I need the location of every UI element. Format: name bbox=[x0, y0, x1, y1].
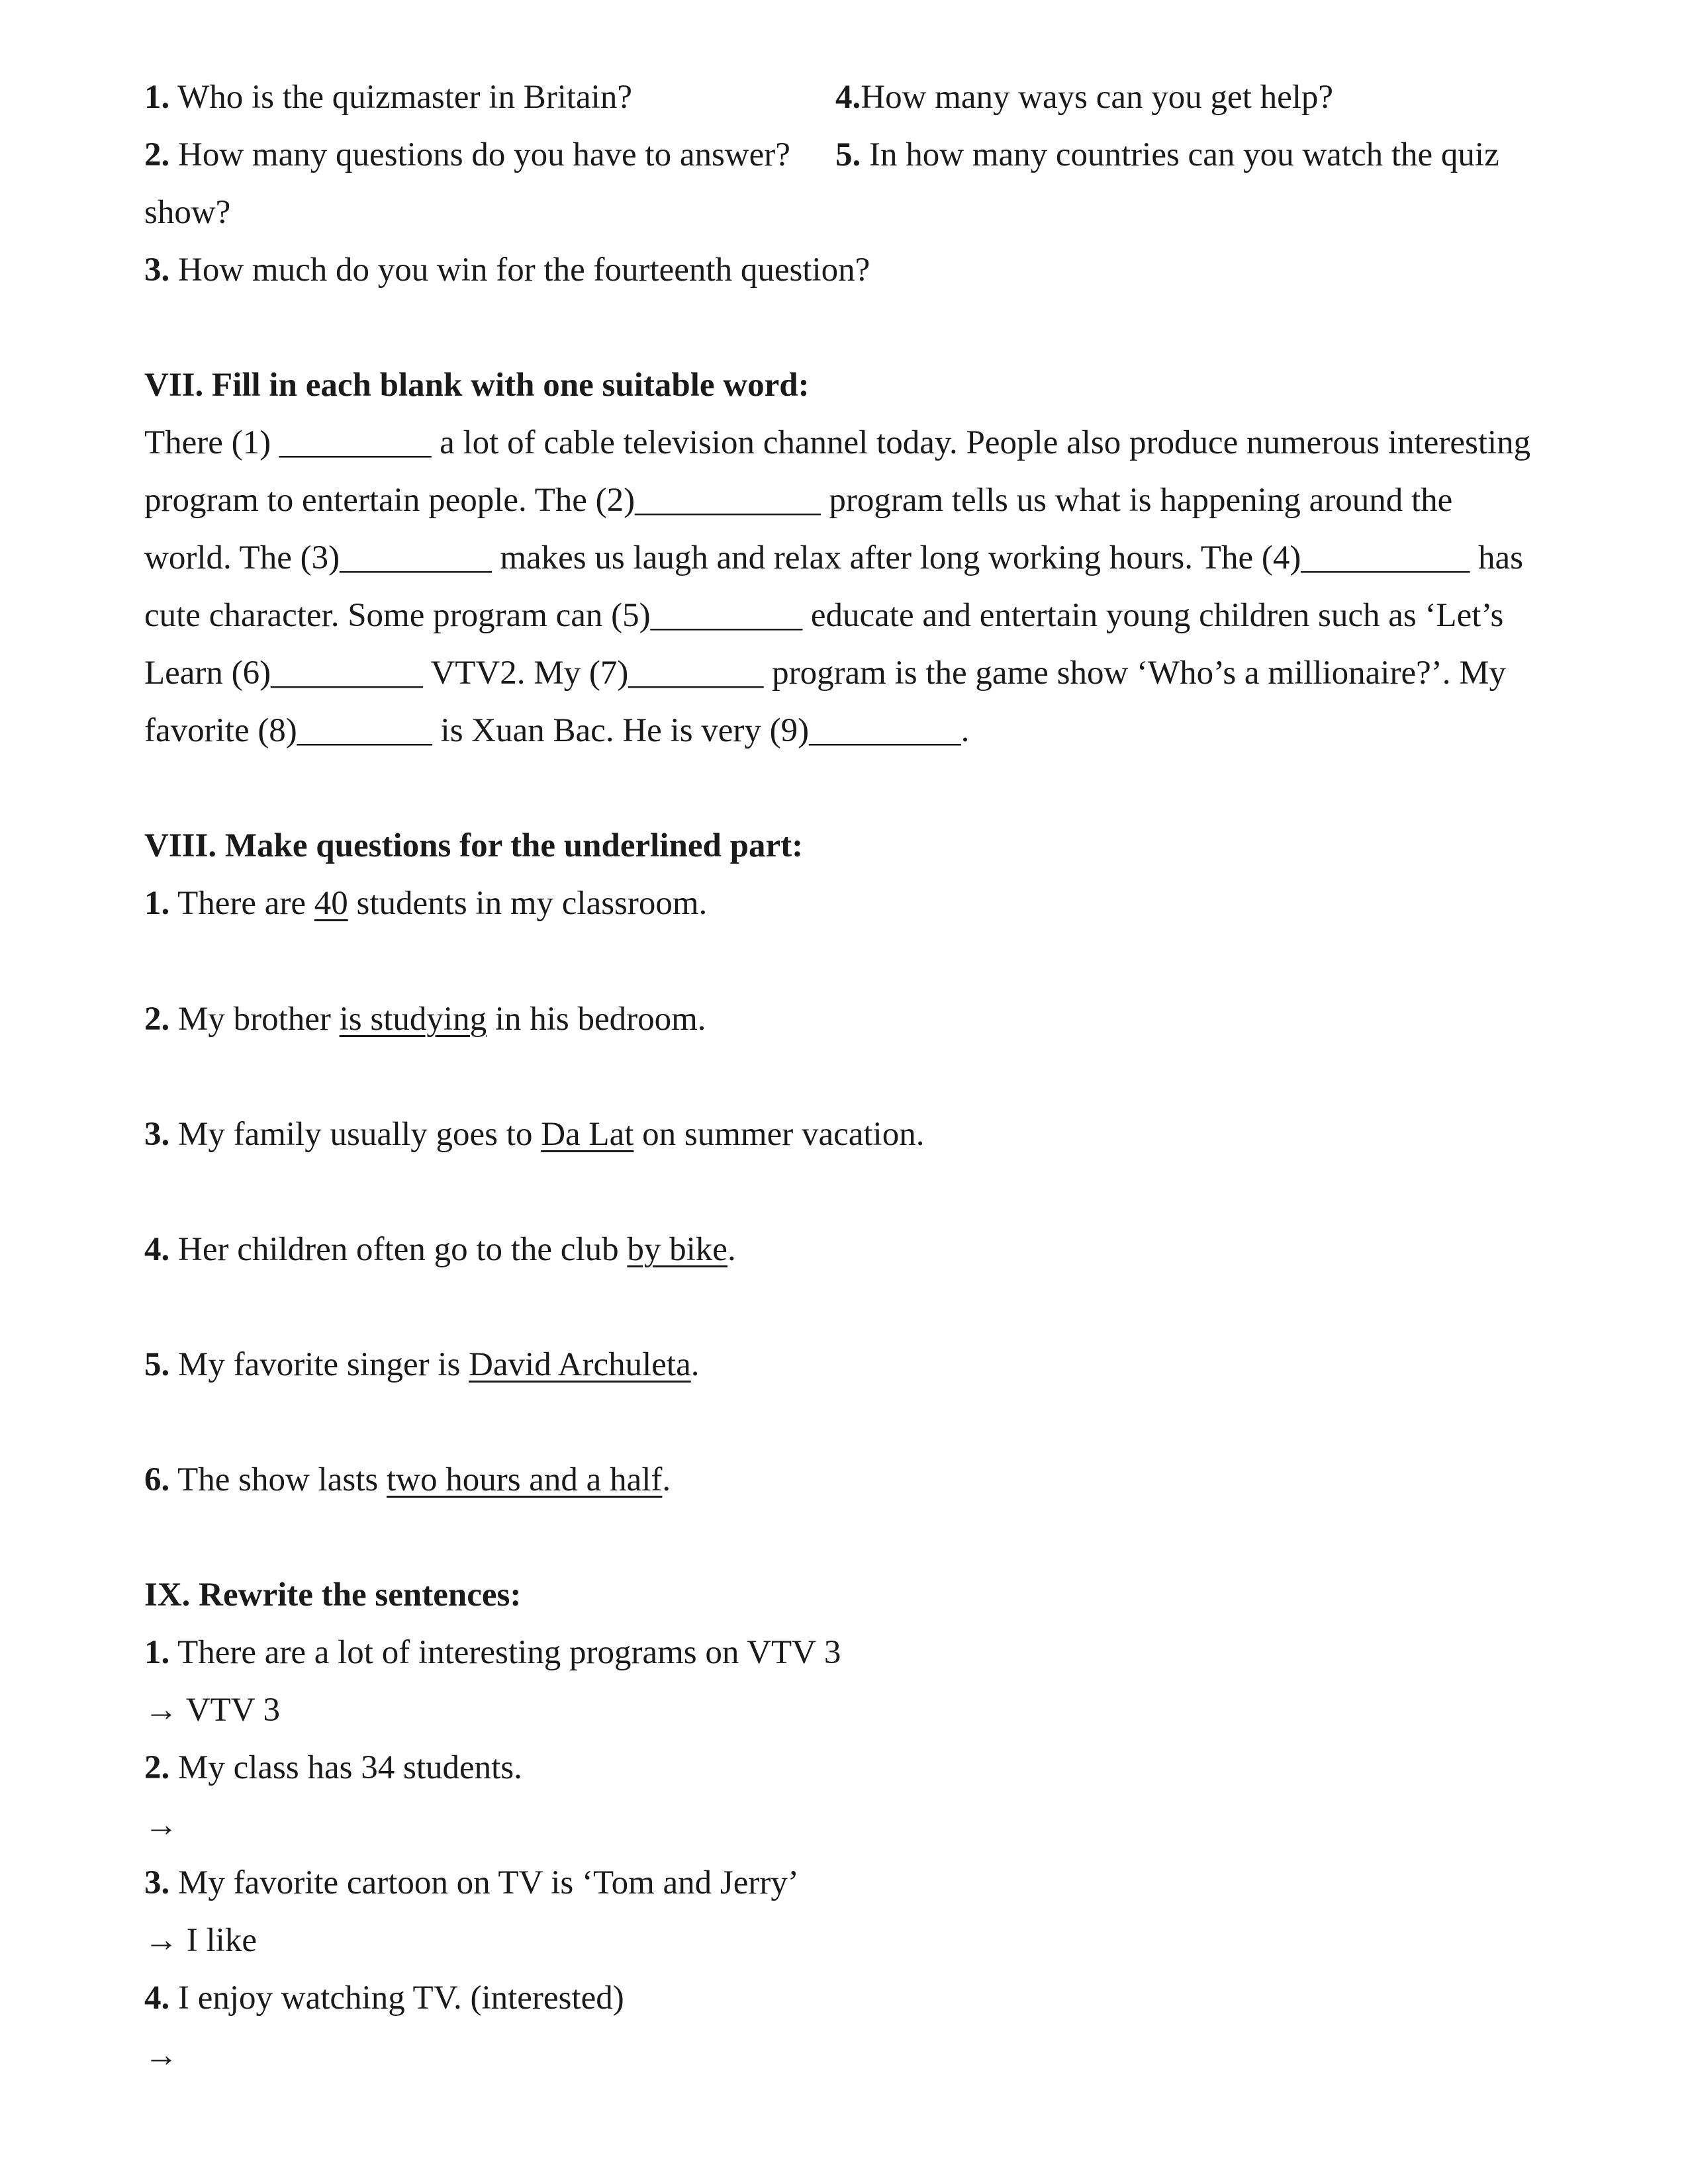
list-item: 4. I enjoy watching TV. (interested) bbox=[144, 1979, 624, 2017]
question-number: 3. bbox=[144, 251, 170, 289]
item-number: 4. bbox=[144, 1231, 170, 1268]
list-item: 3. My family usually goes to Da Lat on summer vacation. bbox=[144, 1116, 925, 1153]
paragraph-line-1: There (1) _________ a lot of cable television channel today. People also produce numerous interesting bbox=[144, 424, 1531, 461]
question-1 bbox=[144, 81, 632, 114]
underlined-part: David Archuleta bbox=[469, 1346, 691, 1383]
question-number: 4. bbox=[835, 79, 861, 116]
list-item: 1. There are 40 students in my classroom. bbox=[144, 885, 708, 922]
section-heading-vii: VII. Fill in each blank with one suitable word: bbox=[144, 367, 810, 404]
section-heading-ix: IX. Rewrite the sentences: bbox=[144, 1576, 522, 1614]
paragraph-line-3: world. The (3)_________ makes us laugh and relax after long working hours. The (4)__________ has bbox=[144, 539, 1524, 576]
item-number: 2. bbox=[144, 1001, 170, 1038]
list-item: 2. My brother is studying in his bedroom. bbox=[144, 1001, 706, 1038]
item-number: 1. bbox=[144, 1634, 170, 1671]
question-number: 2. bbox=[144, 136, 170, 173]
section-heading-viii: VIII. Make questions for the underlined part: bbox=[144, 827, 804, 864]
list-item: 2. My class has 34 students. bbox=[144, 1749, 522, 1786]
question-text: How many questions do you have to answer? bbox=[169, 136, 790, 173]
list-item: 5. My favorite singer is David Archuleta. bbox=[144, 1346, 700, 1383]
underlined-part: Da Lat bbox=[541, 1116, 634, 1153]
question-2 bbox=[144, 138, 790, 172]
underlined-part: by bike bbox=[627, 1231, 727, 1268]
rewrite-arrow: → bbox=[144, 1807, 178, 1844]
item-number: 3. bbox=[144, 1116, 170, 1153]
rewrite-arrow: → VTV 3 bbox=[144, 1692, 280, 1729]
list-item: 1. There are a lot of interesting programs on VTV 3 bbox=[144, 1634, 841, 1671]
paragraph-line-5: Learn (6)_________ VTV2. My (7)________ program is the game show ‘Who’s a millionaire?’. My bbox=[144, 655, 1507, 692]
item-number: 3. bbox=[144, 1864, 170, 1901]
item-number: 4. bbox=[144, 1979, 170, 2017]
item-number: 2. bbox=[144, 1749, 170, 1786]
item-number: 6. bbox=[144, 1461, 170, 1498]
question-4 bbox=[835, 81, 1333, 114]
item-number: 5. bbox=[144, 1346, 170, 1383]
question-number: 1. bbox=[144, 79, 170, 116]
list-item: 4. Her children often go to the club by bike. bbox=[144, 1231, 736, 1268]
underlined-part: 40 bbox=[314, 885, 348, 922]
question-5 bbox=[835, 138, 1499, 172]
list-item: 3. My favorite cartoon on TV is ‘Tom and Jerry’ bbox=[144, 1864, 799, 1901]
paragraph-line-4: cute character. Some program can (5)_________ educate and entertain young children such as ‘Let’s bbox=[144, 597, 1504, 634]
paragraph-line-2: program to entertain people. The (2)___________ program tells us what is happening around the bbox=[144, 482, 1453, 519]
underlined-part: is studying bbox=[339, 1001, 487, 1038]
question-text: Who is the quizmaster in Britain? bbox=[169, 79, 632, 116]
list-item: 6. The show lasts two hours and a half. bbox=[144, 1461, 671, 1498]
rewrite-arrow: → bbox=[144, 2037, 178, 2074]
question-text: In how many countries can you watch the quiz bbox=[861, 136, 1499, 173]
item-number: 1. bbox=[144, 885, 170, 922]
rewrite-arrow: → I like bbox=[144, 1922, 257, 1959]
paragraph-line-6: favorite (8)________ is Xuan Bac. He is very (9)_________. bbox=[144, 712, 970, 749]
question-number: 5. bbox=[835, 136, 861, 173]
question-3 bbox=[144, 253, 870, 287]
question-text: How much do you win for the fourteenth question? bbox=[169, 251, 870, 289]
question-5-continuation: show? bbox=[144, 194, 231, 231]
underlined-part: two hours and a half bbox=[386, 1461, 663, 1498]
question-text: How many ways can you get help? bbox=[861, 79, 1334, 116]
